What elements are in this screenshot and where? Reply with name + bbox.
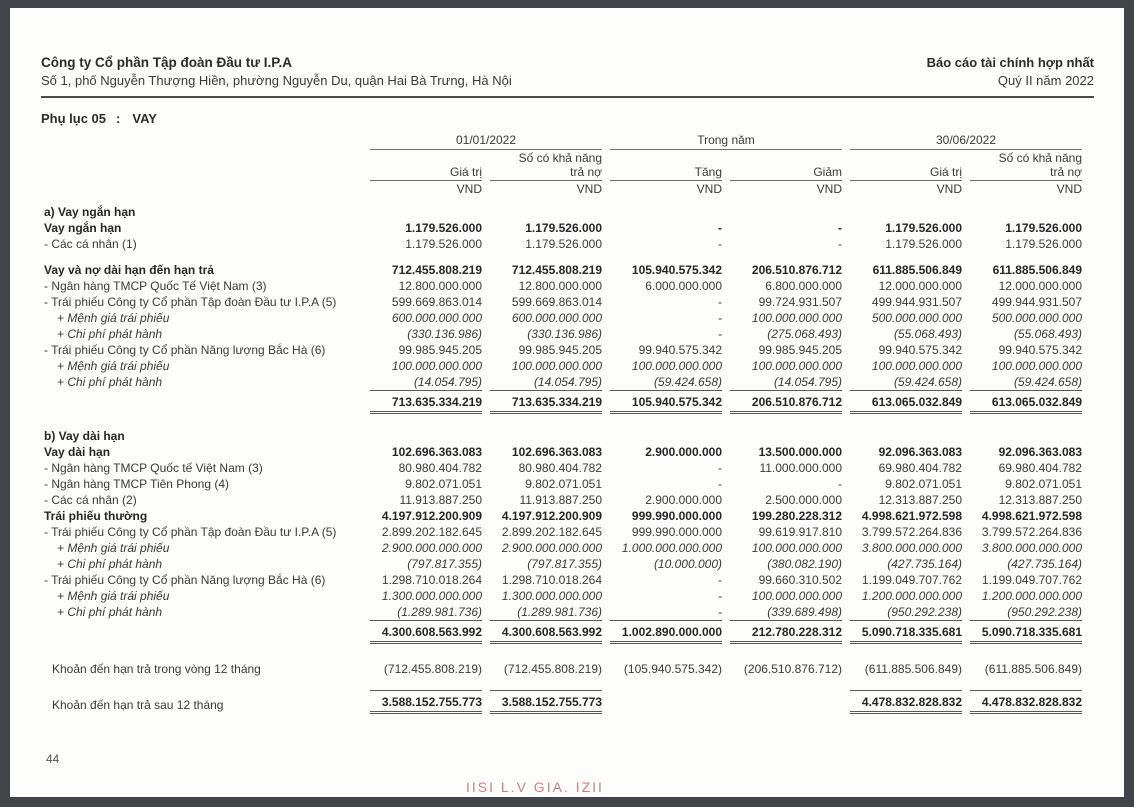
value-cell: 1.179.526.000: [405, 221, 482, 235]
value-cell: -: [718, 461, 722, 475]
table-row: [44, 572, 1082, 588]
empty-header-cell: [730, 150, 842, 165]
value-cell: 92.096.363.083: [878, 445, 962, 459]
value-cell: 4.197.912.200.909: [501, 509, 602, 523]
row-label: + Mệnh giá trái phiếu: [57, 311, 170, 325]
row-label: a) Vay ngắn hạn: [44, 205, 136, 219]
value-cell: (105.940.575.342): [623, 662, 722, 676]
col-group-during-year: Trong năm: [610, 132, 842, 150]
col-header-repayable-closing: trả nợ: [970, 165, 1082, 181]
value-cell: 1.300.000.000.000: [501, 589, 602, 603]
value-cell: 4.300.608.563.992: [370, 620, 482, 644]
value-cell: 99.660.310.502: [758, 573, 842, 587]
row-label: - Trái phiếu Công ty Cổ phần Tập đoàn Đầu tư I.P.A (5): [44, 295, 337, 309]
empty-header-cell: [44, 181, 362, 197]
value-cell: 92.096.363.083: [998, 445, 1082, 459]
header-divider: [41, 96, 1094, 98]
value-cell: 3.800.000.000.000: [981, 541, 1082, 555]
value-cell: 105.940.575.342: [610, 390, 722, 414]
value-cell: 712.455.808.219: [391, 263, 482, 277]
value-cell: -: [718, 237, 722, 251]
row-label: + Chi phí phát hành: [57, 327, 163, 341]
value-cell: 99.619.917.810: [758, 525, 842, 539]
value-cell: [610, 428, 722, 444]
value-cell: 102.696.363.083: [391, 445, 482, 459]
value-cell: 1.179.526.000: [1005, 221, 1082, 235]
loans-table-header: [44, 132, 1082, 197]
value-cell: 999.990.000.000: [631, 525, 722, 539]
value-cell: 2.900.000.000.000: [381, 541, 482, 555]
table-row: [44, 220, 1082, 236]
table-row: [44, 604, 1082, 620]
value-cell: 2.900.000.000.000: [501, 541, 602, 555]
document-page: [10, 8, 1124, 797]
unit-label: VND: [696, 182, 722, 196]
value-cell: 599.669.863.014: [511, 295, 602, 309]
table-row: [44, 262, 1082, 278]
col-header-value-opening: Giá trị: [370, 165, 482, 181]
unit-label: VND: [456, 182, 482, 196]
col-header-repayable-opening: trả nợ: [490, 165, 602, 181]
value-cell: 12.000.000.000: [998, 279, 1082, 293]
row-label: + Mệnh giá trái phiếu: [57, 589, 170, 603]
value-cell: 99.985.945.205: [518, 343, 602, 357]
company-name: Công ty Cổ phần Tập đoàn Đầu tư I.P.A: [41, 55, 293, 70]
table-row: [44, 508, 1082, 524]
value-cell: 600.000.000.000: [391, 311, 482, 325]
value-cell: 713.635.334.219: [490, 390, 602, 414]
red-stamp-fragment: IISI L.V GIA. IZII: [466, 779, 604, 795]
value-cell: 713.635.334.219: [370, 390, 482, 414]
value-cell: [610, 690, 722, 714]
value-cell: 12.800.000.000: [518, 279, 602, 293]
value-cell: (206.510.876.712): [743, 662, 842, 676]
value-cell: 105.940.575.342: [631, 263, 722, 277]
table-row: [44, 310, 1082, 326]
value-cell: (330.136.986): [407, 327, 482, 341]
value-cell: [730, 428, 842, 444]
report-block: [927, 54, 1094, 89]
company-block: [41, 54, 512, 89]
value-cell: 99.985.945.205: [758, 343, 842, 357]
value-cell: 1.002.890.000.000: [610, 620, 722, 644]
table-row: [44, 476, 1082, 492]
value-cell: 499.944.931.507: [871, 295, 962, 309]
document-header: [41, 54, 1094, 89]
value-cell: 9.802.071.051: [885, 477, 962, 491]
row-label: Vay và nợ dài hạn đến hạn trả: [44, 263, 214, 277]
value-cell: 1.179.526.000: [885, 237, 962, 251]
value-cell: 9.802.071.051: [1005, 477, 1082, 491]
table-row: [44, 204, 1082, 220]
value-cell: 80.980.404.782: [518, 461, 602, 475]
value-cell: 212.780.228.312: [730, 620, 842, 644]
value-cell: (330.136.986): [527, 327, 602, 341]
empty-header-cell: [610, 150, 722, 165]
row-label: - Ngân hàng TMCP Quốc tế Việt Nam (3): [44, 461, 263, 475]
row-label: + Mệnh giá trái phiếu: [57, 359, 170, 373]
value-cell: 2.899.202.182.645: [381, 525, 482, 539]
value-cell: (59.424.658): [653, 375, 722, 389]
table-row: [44, 374, 1082, 390]
value-cell: 69.980.404.782: [878, 461, 962, 475]
row-spacer: [44, 197, 1082, 204]
company-address: Số 1, phố Nguyễn Thượng Hiền, phường Nguyễn Du, quận Hai Bà Trưng, Hà Nội: [41, 73, 512, 88]
table-row: [44, 492, 1082, 508]
spacer-row: [44, 197, 1082, 204]
value-cell: 4.300.608.563.992: [490, 620, 602, 644]
value-cell: (427.735.164): [1007, 557, 1082, 571]
value-cell: 99.985.945.205: [398, 343, 482, 357]
value-cell: (10.000.000): [653, 557, 722, 571]
row-label: b) Vay dài hạn: [44, 429, 125, 443]
spacer-row: [44, 644, 1082, 661]
table-row: [44, 428, 1082, 444]
value-cell: 100.000.000.000: [391, 359, 482, 373]
value-cell: -: [838, 221, 842, 235]
unit-row: [44, 181, 1082, 197]
value-cell: 206.510.876.712: [751, 263, 842, 277]
value-cell: 12.000.000.000: [878, 279, 962, 293]
value-cell: 1.300.000.000.000: [381, 589, 482, 603]
value-cell: 100.000.000.000: [631, 359, 722, 373]
value-cell: -: [718, 477, 722, 491]
report-period: Quý II năm 2022: [997, 73, 1094, 88]
value-cell: (55.068.493): [1013, 327, 1082, 341]
table-row: [44, 278, 1082, 294]
value-cell: 99.940.575.342: [998, 343, 1082, 357]
value-cell: 2.900.000.000: [645, 493, 722, 507]
spacer-row: [44, 414, 1082, 428]
value-cell: 6.000.000.000: [645, 279, 722, 293]
value-cell: 2.900.000.000: [645, 445, 722, 459]
row-label: Khoản đến hạn trả trong vòng 12 tháng: [52, 662, 261, 676]
value-cell: 99.940.575.342: [638, 343, 722, 357]
col-group-opening: 01/01/2022: [370, 132, 602, 150]
table-row: [44, 540, 1082, 556]
value-cell: (427.735.164): [887, 557, 962, 571]
value-cell: 1.179.526.000: [885, 221, 962, 235]
value-cell: [970, 428, 1082, 444]
appendix-colon: :: [116, 111, 121, 126]
value-cell: (950.292.238): [887, 605, 962, 619]
value-cell: 2.500.000.000: [765, 493, 842, 507]
value-cell: (59.424.658): [893, 375, 962, 389]
table-row: [44, 460, 1082, 476]
value-cell: 500.000.000.000: [991, 311, 1082, 325]
row-label: Trái phiếu thường: [44, 509, 148, 523]
value-cell: -: [718, 295, 722, 309]
value-cell: 1.200.000.000.000: [981, 589, 1082, 603]
page-number: 44: [46, 752, 60, 766]
row-label: Khoản đến hạn trả sau 12 tháng: [52, 698, 224, 712]
subheader-top-row: [44, 150, 1082, 165]
row-label: - Trái phiếu Công ty Cổ phần Tập đoàn Đầu tư I.P.A (5): [44, 525, 337, 539]
subheader-row: [44, 165, 1082, 181]
value-cell: 1.199.049.707.762: [861, 573, 962, 587]
table-row: [44, 690, 1082, 714]
value-cell: [970, 204, 1082, 220]
value-cell: 613.065.032.849: [970, 390, 1082, 414]
value-cell: 11.000.000.000: [759, 461, 842, 475]
value-cell: 9.802.071.051: [525, 477, 602, 491]
value-cell: (275.068.493): [767, 327, 842, 341]
value-cell: 2.899.202.182.645: [501, 525, 602, 539]
value-cell: (380.082.190): [767, 557, 842, 571]
loans-table: [36, 132, 1090, 714]
appendix-title: [41, 111, 1124, 126]
value-cell: -: [718, 589, 722, 603]
row-label: - Trái phiếu Công ty Cổ phần Năng lượng Bắc Hà (6): [44, 343, 326, 357]
value-cell: 206.510.876.712: [730, 390, 842, 414]
value-cell: (712.455.808.219): [383, 662, 482, 676]
value-cell: 4.478.832.828.832: [850, 690, 962, 714]
repayable-header-line1: Số có khả năng: [998, 151, 1082, 165]
value-cell: 5.090.718.335.681: [850, 620, 962, 644]
value-cell: 100.000.000.000: [751, 359, 842, 373]
value-cell: -: [838, 237, 842, 251]
value-cell: [730, 690, 842, 714]
row-label: - Ngân hàng TMCP Quốc Tế Việt Nam (3): [44, 279, 267, 293]
row-label: - Trái phiếu Công ty Cổ phần Năng lượng Bắc Hà (6): [44, 573, 326, 587]
row-spacer: [44, 644, 1082, 661]
row-label: [44, 390, 362, 414]
table-row: [44, 661, 1082, 677]
row-spacer: [44, 677, 1082, 690]
value-cell: 3.799.572.264.836: [861, 525, 962, 539]
value-cell: -: [718, 221, 722, 235]
value-cell: 4.478.832.828.832: [970, 690, 1082, 714]
table-row: [44, 556, 1082, 572]
column-group-row: [44, 132, 1082, 150]
value-cell: (712.455.808.219): [503, 662, 602, 676]
value-cell: 712.455.808.219: [511, 263, 602, 277]
value-cell: [490, 428, 602, 444]
unit-label: VND: [816, 182, 842, 196]
value-cell: [370, 204, 482, 220]
value-cell: 9.802.071.051: [405, 477, 482, 491]
value-cell: -: [718, 311, 722, 325]
empty-header-cell: [370, 150, 482, 165]
value-cell: (611.885.506.849): [984, 662, 1082, 676]
value-cell: 3.799.572.264.836: [981, 525, 1082, 539]
table-row: [44, 524, 1082, 540]
value-cell: (14.054.795): [773, 375, 842, 389]
empty-header-cell: [44, 150, 362, 165]
empty-header-cell: [44, 132, 362, 150]
value-cell: 199.280.228.312: [751, 509, 842, 523]
value-cell: 100.000.000.000: [991, 359, 1082, 373]
value-cell: -: [718, 573, 722, 587]
value-cell: 1.200.000.000.000: [861, 589, 962, 603]
value-cell: 499.944.931.507: [991, 295, 1082, 309]
value-cell: 12.313.887.250: [878, 493, 962, 507]
report-title: Báo cáo tài chính hợp nhất: [926, 55, 1094, 70]
row-label: + Mệnh giá trái phiếu: [57, 541, 170, 555]
spacer-row: [44, 677, 1082, 690]
value-cell: (55.068.493): [893, 327, 962, 341]
value-cell: -: [718, 327, 722, 341]
value-cell: 69.980.404.782: [998, 461, 1082, 475]
value-cell: 4.998.621.972.598: [861, 509, 962, 523]
table-row: [44, 444, 1082, 460]
value-cell: 100.000.000.000: [751, 311, 842, 325]
table-row: [44, 358, 1082, 374]
value-cell: 611.885.506.849: [992, 263, 1082, 277]
value-cell: 1.298.710.018.264: [501, 573, 602, 587]
value-cell: (1.289.981.736): [397, 605, 482, 619]
value-cell: 4.197.912.200.909: [381, 509, 482, 523]
value-cell: (611.885.506.849): [864, 662, 962, 676]
value-cell: 1.179.526.000: [525, 237, 602, 251]
table-row: [44, 588, 1082, 604]
unit-label: VND: [936, 182, 962, 196]
row-label: - Các cá nhân (1): [44, 237, 137, 251]
row-spacer: [44, 252, 1082, 262]
appendix-label: Phụ lục 05: [41, 111, 107, 126]
value-cell: 11.913.887.250: [399, 493, 482, 507]
value-cell: [730, 204, 842, 220]
value-cell: 999.990.000.000: [631, 509, 722, 523]
row-label: - Ngân hàng TMCP Tiên Phong (4): [44, 477, 229, 491]
value-cell: 1.179.526.000: [1005, 237, 1082, 251]
value-cell: 3.588.152.755.773: [370, 690, 482, 714]
empty-header-cell: [44, 165, 362, 181]
col-header-increase: Tăng: [610, 165, 722, 181]
value-cell: 100.000.000.000: [751, 589, 842, 603]
value-cell: 600.000.000.000: [511, 311, 602, 325]
value-cell: 599.669.863.014: [391, 295, 482, 309]
value-cell: 6.800.000.000: [765, 279, 842, 293]
value-cell: (797.817.355): [527, 557, 602, 571]
repayable-header-line1: Số có khả năng: [518, 151, 602, 165]
value-cell: 102.696.363.083: [511, 445, 602, 459]
row-label: Vay ngắn hạn: [44, 221, 122, 235]
value-cell: 12.800.000.000: [398, 279, 482, 293]
value-cell: [610, 204, 722, 220]
row-label: + Chi phí phát hành: [57, 557, 163, 571]
value-cell: (797.817.355): [407, 557, 482, 571]
value-cell: 5.090.718.335.681: [970, 620, 1082, 644]
value-cell: 1.199.049.707.762: [981, 573, 1082, 587]
value-cell: 100.000.000.000: [871, 359, 962, 373]
table-row: [44, 326, 1082, 342]
table-body: [44, 197, 1082, 714]
value-cell: (59.424.658): [1013, 375, 1082, 389]
value-cell: (14.054.795): [413, 375, 482, 389]
col-group-closing: 30/06/2022: [850, 132, 1082, 150]
value-cell: 100.000.000.000: [511, 359, 602, 373]
table-row: [44, 390, 1082, 414]
value-cell: 1.179.526.000: [405, 237, 482, 251]
value-cell: 1.000.000.000.000: [621, 541, 722, 555]
value-cell: 99.724.931.507: [758, 295, 842, 309]
value-cell: (950.292.238): [1007, 605, 1082, 619]
col-header-value-closing: Giá trị: [850, 165, 962, 181]
value-cell: 11.913.887.250: [519, 493, 602, 507]
value-cell: (1.289.981.736): [517, 605, 602, 619]
value-cell: [850, 428, 962, 444]
spacer-row: [44, 252, 1082, 262]
value-cell: 613.065.032.849: [850, 390, 962, 414]
value-cell: 611.885.506.849: [872, 263, 962, 277]
row-label: + Chi phí phát hành: [57, 375, 163, 389]
row-label: + Chi phí phát hành: [57, 605, 163, 619]
col-header-decrease: Giảm: [730, 165, 842, 181]
table-row: [44, 620, 1082, 644]
value-cell: [370, 428, 482, 444]
appendix-name: VAY: [132, 111, 157, 126]
value-cell: [490, 204, 602, 220]
value-cell: 1.179.526.000: [525, 221, 602, 235]
unit-label: VND: [576, 182, 602, 196]
value-cell: (339.689.498): [767, 605, 842, 619]
table-row: [44, 342, 1082, 358]
value-cell: -: [718, 605, 722, 619]
row-label: - Các cá nhân (2): [44, 493, 137, 507]
table-row: [44, 294, 1082, 310]
value-cell: [850, 204, 962, 220]
value-cell: 99.940.575.342: [878, 343, 962, 357]
row-label: Vay dài hạn: [44, 445, 111, 459]
value-cell: 3.800.000.000.000: [861, 541, 962, 555]
row-label: [44, 620, 362, 644]
row-spacer: [44, 414, 1082, 428]
value-cell: 13.500.000.000: [758, 445, 842, 459]
value-cell: 12.313.887.250: [998, 493, 1082, 507]
value-cell: 80.980.404.782: [398, 461, 482, 475]
value-cell: 3.588.152.755.773: [490, 690, 602, 714]
value-cell: 500.000.000.000: [871, 311, 962, 325]
value-cell: (14.054.795): [533, 375, 602, 389]
value-cell: 1.298.710.018.264: [381, 573, 482, 587]
value-cell: 100.000.000.000: [751, 541, 842, 555]
value-cell: -: [838, 477, 842, 491]
value-cell: 4.998.621.972.598: [981, 509, 1082, 523]
empty-header-cell: [850, 150, 962, 165]
table-row: [44, 236, 1082, 252]
unit-label: VND: [1056, 182, 1082, 196]
